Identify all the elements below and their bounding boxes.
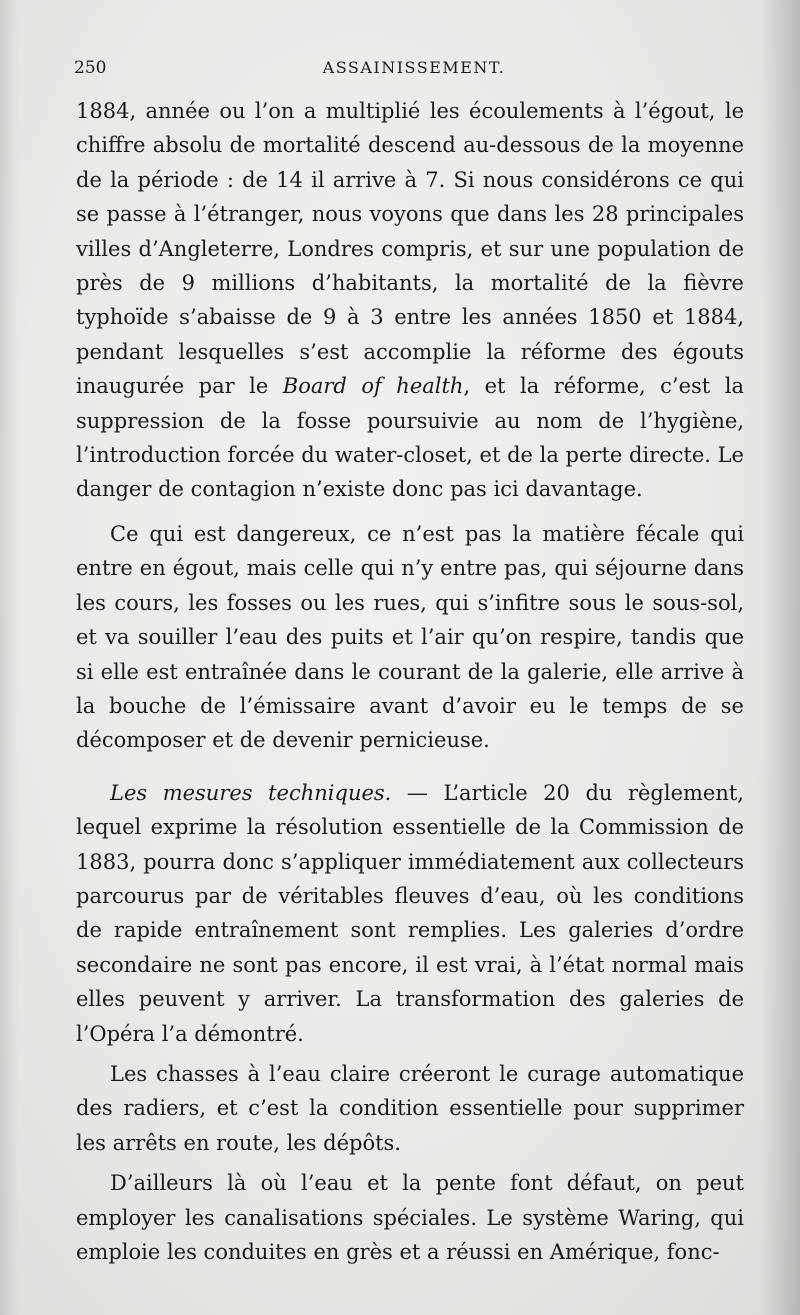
paragraph-1-text-after: , et la réforme, c’est la suppression de la fosse poursuivie au nom de l’hygiène, l’introduction forcée du water-closet, et de la perte directe. Le danger de contagion n’existe donc pas ici davantage.	[76, 374, 744, 502]
paragraph-1	[76, 94, 744, 507]
page-number: 250	[74, 58, 107, 78]
paragraph-2-text: Ce qui est dangereux, ce n’est pas la matière fécale qui entre en égout, mais celle qui n’y entre pas, qui séjourne dans les cours, les fosses ou les rues, qui s’infitre sous le sous-sol, et va souiller l’eau des puits et l’air qu’on respire, tandis que si elle est entraînée dans le courant de la galerie, elle arrive à la bouche de l’émissaire avant d’avoir eu le temps de se décomposer et de devenir pernicieuse.	[76, 521, 744, 753]
paragraph-3-text-after: — L’article 20 du règlement, lequel exprime la résolution essentielle de la Commission de 1883, pourra donc s’appliquer immédiatement aux collecteurs parcourus par de véritables fleuves d’eau, où les conditions de rapide entraînement sont remplies. Les galeries d’ordre secondaire ne sont pas encore, il est vrai, à l’état normal mais elles peuvent y arriver. La transformation des galeries de l’Opéra l’a démontré.	[76, 780, 744, 1046]
paragraph-3	[76, 776, 744, 1051]
paragraph-2	[76, 517, 744, 758]
paragraph-1-italic: Board of health	[282, 374, 464, 399]
page-left-edge-shadow	[0, 0, 18, 1315]
paragraph-4-text: Les chasses à l’eau claire créeront le curage automatique des radiers, et c’est la condition essentielle pour supprimer les arrêts en route, les dépôts.	[76, 1061, 744, 1155]
running-head: ASSAINISSEMENT.	[322, 58, 506, 77]
paragraph-1-text: 1884, année ou l’on a multiplié les écoulements à l’égout, le chiffre absolu de mortalité descend au-dessous de la moyenne de la période : de 14 il arrive à 7. Si nous considérons ce qui se passe à l’étranger, nous voyons que dans les 28 principales villes d’Angleterre, Londres compris, et sur une population de près de 9 millions d’habitants, la mortalité de la fièvre typhoïde s’abaisse de 9 à 3 entre les années 1850 et 1884, pendant lesquelles s’est accomplie la réforme des égouts inaugurée par le	[76, 99, 744, 399]
paragraph-3-italic-heading: Les mesures techniques.	[110, 780, 392, 805]
paragraph-5-text: D’ailleurs là où l’eau et la pente font défaut, on peut employer les canalisations spéciales. Le système Waring, qui emploie les conduites en grès et a réussi en Amérique, fonc-	[76, 1171, 744, 1264]
paragraph-5	[76, 1166, 744, 1269]
body-text	[76, 94, 744, 1269]
page-right-edge-shadow	[760, 0, 800, 1315]
paragraph-4	[76, 1057, 744, 1160]
page-header	[74, 58, 754, 88]
